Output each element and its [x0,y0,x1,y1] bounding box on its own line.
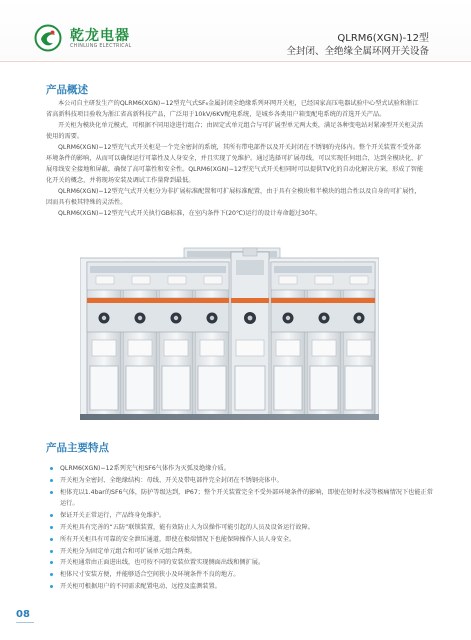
feature-item: 开关柜具有完善的“五防”联锁装置，能有效防止人为误操作可能引起的人员及设备运行故障。 [50,522,435,534]
overview-text [46,98,424,219]
feature-item: QLRM6(XGN)−12系列充气柜SF6气体作为灭弧及绝缘介质。 [50,463,435,475]
company-logo [34,24,62,52]
switchgear-cabinet-center [231,248,269,416]
feature-item: 开关柜可根据用户的不同需求配置电动、远控及监测装置。 [50,581,435,593]
page-number: 08 [16,609,30,620]
switchgear-cabinet-group-right [271,262,375,416]
switchgear-illustration [80,244,379,422]
feature-item: 开关柜通常由正面进出线，也可按不同的安装位置实现侧面出线和侧扩展。 [50,557,435,569]
overview-paragraph: 本公司自主研发生产的QLRM6(XGN)−12型充气式SF₆金属封闭全绝缘系列环网开关柜，已经国家高压电器试验中心型式试验和浙江省高新科技项目验收为浙江省高新科技产品，广泛用于10kV/6KV配电系统，是城乡各类用户箱变配电系统的首选开关产品。 [46,100,419,118]
document-model-title: QLRM6(XGN)-12型 [337,33,429,44]
footer-accent-line [16,622,34,623]
brand-name-en: CHINLUNG ELECTRICAL [70,44,132,49]
page-header [0,0,471,60]
feature-item: 所有开关柜具有可靠的安全泄压通道，即使在极端情况下也能保障操作人员人身安全。 [50,534,435,546]
brand-name-cn: 乾龙电器 [70,28,130,44]
overview-paragraph: QLRM6(XGN)−12型充气式开关执行GB标准，在室内条件下(20℃)运行的设计寿命超过30年。 [58,210,322,217]
feature-item: 保证开关正常运行，产品终身免维护。 [50,510,435,522]
header-divider [0,61,471,62]
switchgear-product-image [80,244,379,422]
features-heading: 产品主要特点 [46,442,109,454]
brand-logo-icon [34,24,62,52]
overview-heading: 产品概述 [46,84,88,96]
feature-item: 开关柜为全密封、全绝缘结构：母线、开关及带电部件完全封闭在不锈钢壳体中。 [50,475,435,487]
feature-item: 柜体尺寸安装方便，并能够适合空间狭小及环境条件不良的地方。 [50,569,435,581]
overview-paragraph: QLRM6(XGN)−12型充气式开关柜分为非扩展标准配置和可扩展标准配置，由于具有全模块和半模块的组合性以及自身的可扩展性，因而具有极其特殊的灵活性。 [46,188,421,206]
feature-list [50,463,435,593]
overview-paragraph: QLRM6(XGN)−12型充气式开关柜是一个完全密封的系统，其所有带电部件以及开关封闭在不锈钢的壳体内。整个开关装置不受外部环境条件的影响，从而可以确保运行可靠性及人身安全，并且实现了免维护。通过选择可扩展母线，可以实现任何组合，达到全模块化、扩展母线安全接地和屏蔽，确保了高可靠性和安全性。QLRM6(XGN)−12型充气式开关柜同时可以提供TV化的自动化解决方案，形成了智能化开关的概念，并将现场安装及调试工作量降到最低。 [46,144,424,184]
overview-paragraph: 开关柜为模块化单元模式，可根据不同用途进行组合；由固定式单元组合与可扩展型单元两大类，满足各种变电站对紧凑型开关柜灵活使用的需要。 [46,122,424,140]
feature-item: 开关柜分为固定单元组合和可扩展单元组合两类。 [50,546,435,558]
feature-item: 柜体充以1.4bar的SF6气体，防护等级达到，IP67；整个开关装置完全不受外部环境条件的影响，即使在短时水浸等极痛情况下也能正常运行。 [50,487,435,511]
document-subtitle: 全封闭、全绝缘全属环网开关设备 [286,46,429,57]
